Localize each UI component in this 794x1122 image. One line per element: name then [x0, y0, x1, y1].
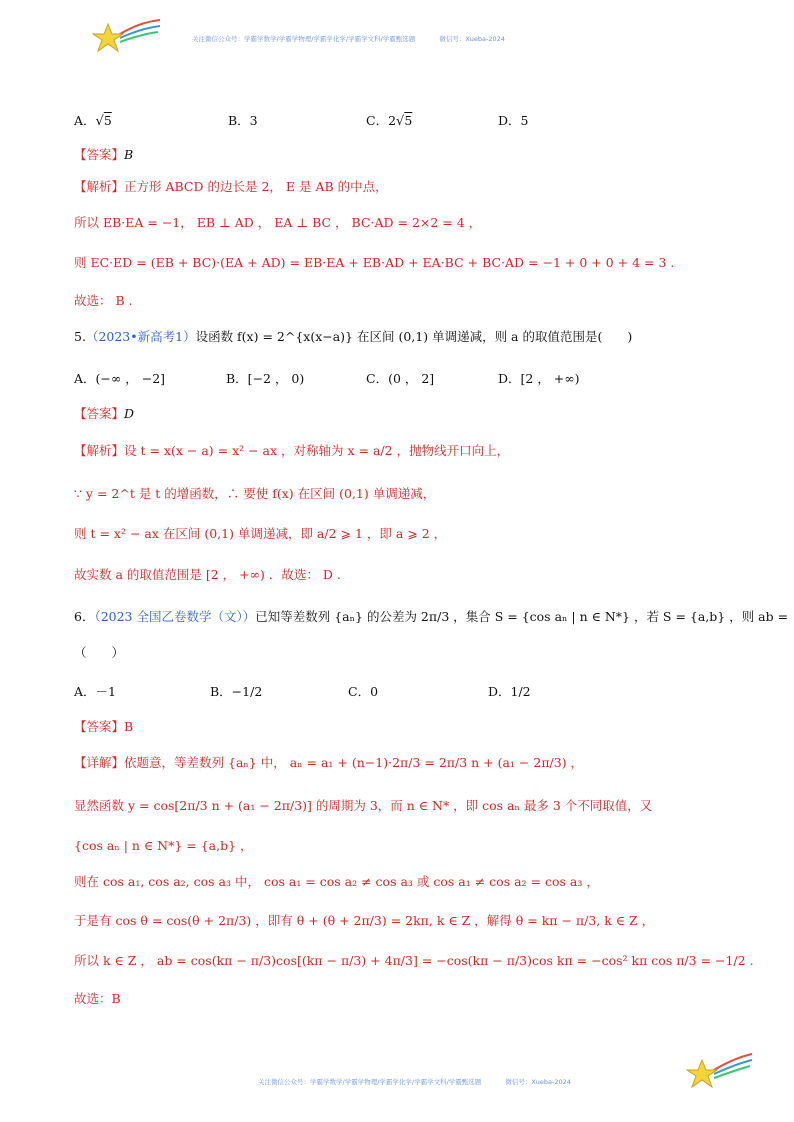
q6-detail-2: 显然函数 y = cos[2π/3 n + (a₁ − 2π/3)] 的周期为 3，而 n ∈ N* ，即 cos aₙ 最多 3 个不同取值，又	[74, 798, 653, 813]
q4-answer: 【答案】B	[74, 147, 134, 162]
q4-analysis-3: 则 EC·ED = (EB + BC)·(EA + AD) = EB·EA + EB·AD + EA·BC + BC·AD = −1 + 0 + 0 + 4 = 3 .	[74, 255, 675, 270]
page-footer	[258, 1077, 571, 1086]
q5-option-a: A．(−∞ ， −2]	[74, 371, 166, 386]
footer-wechat: 微信号：Xueba-2024	[505, 1078, 571, 1086]
q5-analysis-4: 故实数 a 的取值范围是 [2 ， +∞) ．故选： D .	[74, 567, 341, 582]
q4-analysis-1: 【解析】正方形 ABCD 的边长是 2， E 是 AB 的中点，	[74, 179, 388, 194]
q5-option-c: C．(0 ， 2]	[366, 371, 435, 386]
q5-analysis-2: ∵ y = 2^t 是 t 的增函数，∴ 要使 f(x) 在区间 (0,1) 单调递减，	[74, 486, 436, 501]
q4-option-c: C．2√5	[366, 113, 413, 129]
star-logo-icon	[92, 16, 162, 58]
q4-analysis-2: 所以 EB·EA = −1， EB ⊥ AD ， EA ⊥ BC ， BC·AD = 2×2 = 4 ，	[74, 215, 482, 230]
footer-text: 关注微信公众号：学霸学数学/学霸学物理/学霸学化学/学霸学文科/学霸甄选题	[258, 1078, 482, 1086]
star-footer-icon	[686, 1050, 756, 1096]
q6-option-b: B．−1/2	[210, 684, 263, 699]
q4-option-b: B．3	[228, 113, 258, 128]
q6-detail-4: 则在 cos a₁, cos a₂, cos a₃ 中， cos a₁ = cos a₂ ≠ cos a₃ 或 cos a₁ ≠ cos a₂ = cos a₃ ，	[74, 874, 599, 889]
q6-answer: 【答案】B	[74, 719, 134, 734]
q6-detail-6: 所以 k ∈ Z ， ab = cos(kπ − π/3)cos[(kπ − π/3) + 4π/3] = −cos(kπ − π/3)cos kπ = −cos² kπ cos π/3 = −1/2 .	[74, 953, 754, 968]
page-header	[192, 34, 505, 43]
header-text: 关注微信公众号：学霸学数学/学霸学物理/学霸学化学/学霸学文科/学霸甄选题	[192, 35, 416, 43]
q6-option-a: A．－1	[74, 684, 116, 699]
q5-answer: 【答案】D	[74, 406, 135, 421]
q4-conclusion: 故选： B .	[74, 293, 133, 308]
q5-option-b: B．[−2 ， 0)	[226, 371, 305, 386]
q6-option-c: C．0	[348, 684, 379, 699]
q5-analysis-3: 则 t = x² − ax 在区间 (0,1) 单调递减，即 a/2 ⩾ 1 ，即 a ⩾ 2 ，	[74, 526, 447, 541]
header-wechat: 微信号：Xueba-2024	[439, 35, 505, 43]
q5-analysis-1: 【解析】设 t = x(x − a) = x² − ax ，对称轴为 x = a/2 ，抛物线开口向上，	[74, 443, 510, 458]
q5-stem: 5.（2023•新高考1）设函数 f(x) = 2^{x(x−a)} 在区间 (0,1) 单调递减，则 a 的取值范围是( )	[74, 329, 633, 344]
q4-option-d: D．5	[498, 113, 529, 128]
q5-option-d: D．[2 ， +∞)	[498, 371, 580, 386]
q6-detail-1: 【详解】依题意，等差数列 {aₙ} 中， aₙ = a₁ + (n−1)·2π/3 = 2π/3 n + (a₁ − 2π/3) ，	[74, 755, 584, 770]
q6-option-d: D．1/2	[488, 684, 531, 699]
q4-option-a: A．√5	[74, 113, 112, 129]
q6-detail-5: 于是有 cos θ = cos(θ + 2π/3) ，即有 θ + (θ + 2π/3) = 2kπ, k ∈ Z ，解得 θ = kπ − π/3, k ∈ Z ，	[74, 913, 655, 928]
q6-detail-3: {cos aₙ | n ∈ N*} = {a,b} ，	[74, 838, 253, 853]
q6-stem: 6．（2023 全国乙卷数学（文））已知等差数列 {aₙ} 的公差为 2π/3 ，集合 S = {cos aₙ | n ∈ N*} ，若 S = {a,b} ，则 ab =	[74, 609, 789, 624]
q6-bracket: （ ）	[74, 645, 125, 660]
q6-conclusion: 故选：B	[74, 991, 121, 1006]
